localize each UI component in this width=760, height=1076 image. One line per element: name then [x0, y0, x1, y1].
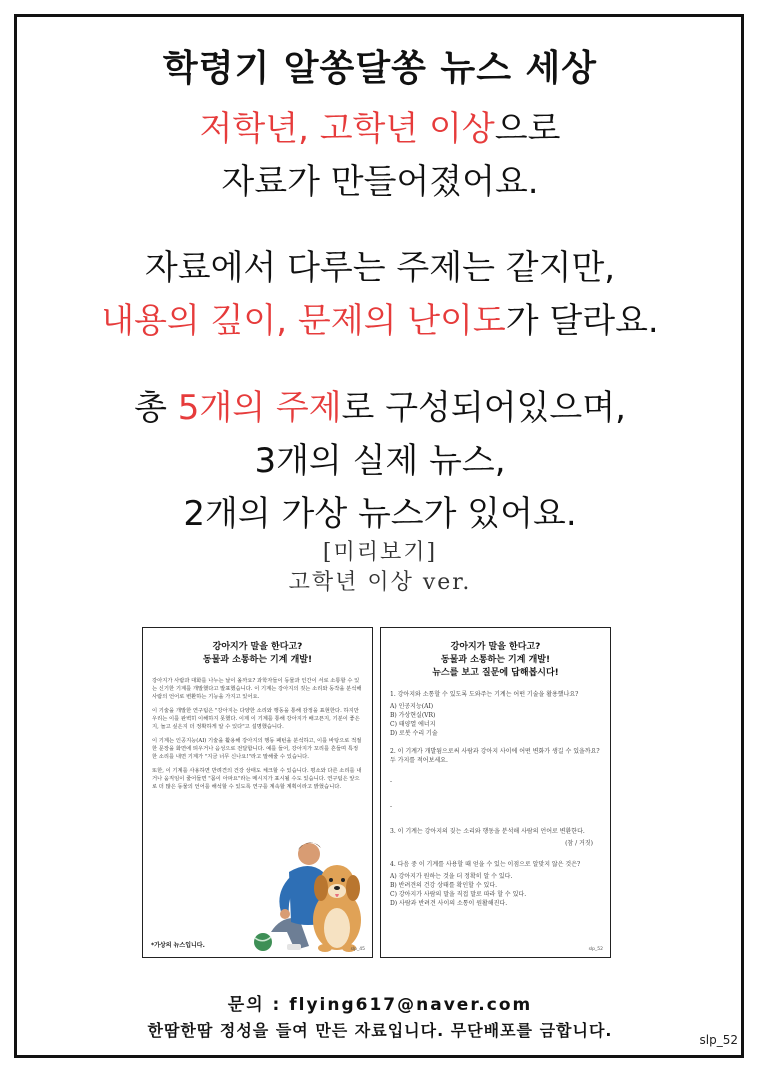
article-paragraph: 또한, 이 기계를 사용하면 반려견의 건강 상태도 체크할 수 있습니다. 평소와 다른 소리를 내거나 움직임이 줄어들면 "몸이 아파요"라는 메시지가 표시될 수도 있습니다. 연구팀은 앞으로 더 많은 동물의 언어를 해석할 수 있도록 연구를 계속할 계획이라고 밝혔습니다.	[152, 768, 362, 790]
q4-option-c: C) 강아지가 사람의 말을 직접 말로 따라 할 수 있다.	[390, 891, 527, 898]
composition-line1	[0, 382, 760, 435]
difference-highlight: 내용의 깊이, 문제의 난이도	[101, 301, 506, 341]
quiz-heading-line3: 뉴스를 보고 질문에 답해봅시다!	[432, 668, 559, 678]
quiz-heading	[381, 641, 610, 680]
article-paragraph: 강아지가 사람과 대화를 나누는 날이 올까요? 과학자들이 동물과 인간이 서로 소통할 수 있는 신기한 기계를 개발했다고 발표했습니다. 이 기계는 강아지의 짖는 소리와 동작을 분석해 사람의 언어로 변환하는 기능을 가지고 있어요.	[152, 678, 362, 700]
quiz-heading-line2: 동물과 소통하는 기계 개발!	[440, 655, 551, 665]
intro-highlight: 저학년, 고학년 이상	[199, 109, 495, 149]
document-code: slp_52	[699, 1033, 738, 1047]
fiction-footnote: *가상의 뉴스입니다.	[151, 942, 205, 949]
question-2: 2. 이 기계가 개발됨으로써 사람과 강아지 사이에 어떤 변화가 생길 수 있을까요? 두 가지를 적어보세요.	[390, 748, 600, 764]
article-body	[143, 677, 372, 791]
page-code: slp_52	[588, 947, 603, 952]
preview-label: [미리보기]	[322, 540, 438, 565]
quiz-body	[381, 690, 610, 908]
article-heading-line1: 강아지가 말을 한다고?	[212, 642, 303, 652]
q2-blank-1: -	[390, 778, 393, 785]
intro-line2: 자료가 만들어졌어요.	[221, 162, 539, 202]
article-heading	[143, 641, 372, 667]
contact-info: 문의 : flying617@naver.com	[227, 995, 533, 1015]
preview-heading	[0, 538, 760, 598]
q4-option-a: A) 강아지가 원하는 것을 더 정확히 알 수 있다.	[390, 873, 513, 880]
question-4: 4. 다음 중 이 기계를 사용할 때 얻을 수 있는 이점으로 알맞지 않은 것은?	[390, 861, 581, 868]
composition-line3: 2개의 가상 뉴스가 있어요.	[183, 494, 577, 534]
q1-option-d: D) 로봇 수리 기술	[390, 730, 438, 737]
composition-highlight: 5개의 주제	[177, 388, 342, 428]
q3-answer-choice: (참 / 거짓)	[565, 840, 593, 847]
copyright-notice: 한땀한땀 정성을 들여 만든 자료입니다. 무단배포를 금합니다.	[147, 1021, 613, 1040]
q1-option-c: C) 태양열 에너지	[390, 721, 436, 728]
preview-version: 고학년 이상 ver.	[288, 570, 472, 595]
q1-option-a: A) 인공지능(AI)	[390, 703, 434, 710]
q4-option-d: D) 사람과 반려견 사이의 소통이 원활해진다.	[390, 900, 508, 907]
difference-block	[0, 242, 760, 348]
intro-line1-rest: 으로	[494, 109, 561, 149]
article-paragraph: 이 기계는 인공지능(AI) 기술을 활용해 강아지의 행동 패턴을 분석하고, 이를 바탕으로 적절한 문장을 화면에 띄우거나 음성으로 전달합니다. 예를 들어, 강아지가 꼬리를 흔들며 특정한 소리를 내면 기계가 "지금 너무 신나요!"라고 말해줄 수 있습니다.	[152, 738, 362, 760]
preview-page-article	[142, 627, 373, 958]
article-heading-line2: 동물과 소통하는 기계 개발!	[202, 655, 313, 665]
preview-page-quiz	[380, 627, 611, 958]
question-1: 1. 강아지와 소통할 수 있도록 도와주는 기계는 어떤 기술을 활용했나요?	[390, 691, 579, 698]
composition-line1-rest: 로 구성되어있으며,	[341, 388, 626, 428]
difference-line1: 자료에서 다루는 주제는 같지만,	[144, 248, 616, 288]
q1-option-b: B) 가상현실(VR)	[390, 712, 436, 719]
difference-line2	[0, 295, 760, 348]
q2-blank-2: -	[390, 803, 393, 810]
difference-line2-rest: 가 달라요.	[505, 301, 659, 341]
composition-block	[0, 382, 760, 541]
composition-pre: 총	[134, 388, 178, 428]
quiz-heading-line1: 강아지가 말을 한다고?	[450, 642, 541, 652]
person-with-dog-illustration	[251, 836, 367, 954]
intro-block	[0, 103, 760, 209]
page-code: slp_45	[350, 947, 365, 952]
composition-line2: 3개의 실제 뉴스,	[254, 441, 506, 481]
intro-line1	[0, 103, 760, 156]
q4-option-b: B) 반려견의 건강 상태를 확인할 수 있다.	[390, 882, 498, 889]
question-3: 3. 이 기계는 강아지의 짖는 소리와 행동을 분석해 사람의 언어로 변환한다.	[390, 828, 585, 835]
article-paragraph: 이 기술을 개발한 연구팀은 "강아지는 다양한 소리와 행동을 통해 감정을 표현한다. 하지만 우리는 이를 완벽히 이해하지 못했다. 이제 이 기계를 통해 강아지가 배고픈지, 기분이 좋은지, 놀고 싶은지 더 정확하게 알 수 있다"고 설명했습니다.	[152, 708, 360, 730]
page-title: 학령기 알쏭달쏭 뉴스 세상	[162, 48, 598, 89]
